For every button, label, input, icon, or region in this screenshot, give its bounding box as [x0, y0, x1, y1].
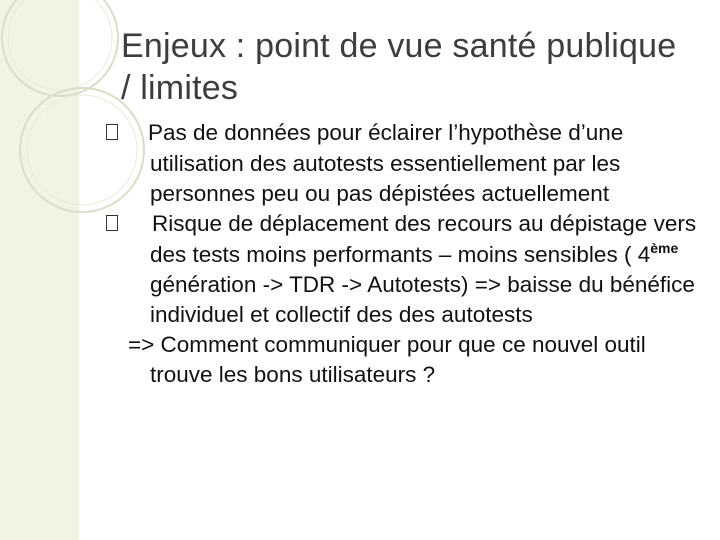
ordinal-superscript: ème	[650, 240, 679, 256]
square-bullet-icon	[128, 210, 146, 240]
bullet-paragraph-2	[128, 209, 698, 330]
conclusion-paragraph	[128, 330, 698, 390]
paragraph-3-text: => Comment communiquer pour que ce nouvel outil trouve les bons utilisateurs ?	[128, 332, 646, 387]
paragraph-1-text: Pas de données pour éclairer l’hypothèse d’une utilisation des autotests essentiellement par les personnes peu ou pas dépistées actuellement	[148, 120, 624, 206]
slide-body	[128, 118, 698, 390]
bullet-paragraph-1	[128, 118, 698, 209]
paragraph-2-text-after: génération -> TDR -> Autotests) => baisse du bénéfice individuel et collectif des des autotests	[150, 272, 695, 327]
square-bullet-icon	[128, 119, 148, 149]
paragraph-2-text-before: Risque de déplacement des recours au dépistage vers des tests moins performants – moins sensibles ( 4	[150, 211, 697, 267]
slide-title: Enjeux : point de vue santé publique / limites	[121, 27, 677, 107]
